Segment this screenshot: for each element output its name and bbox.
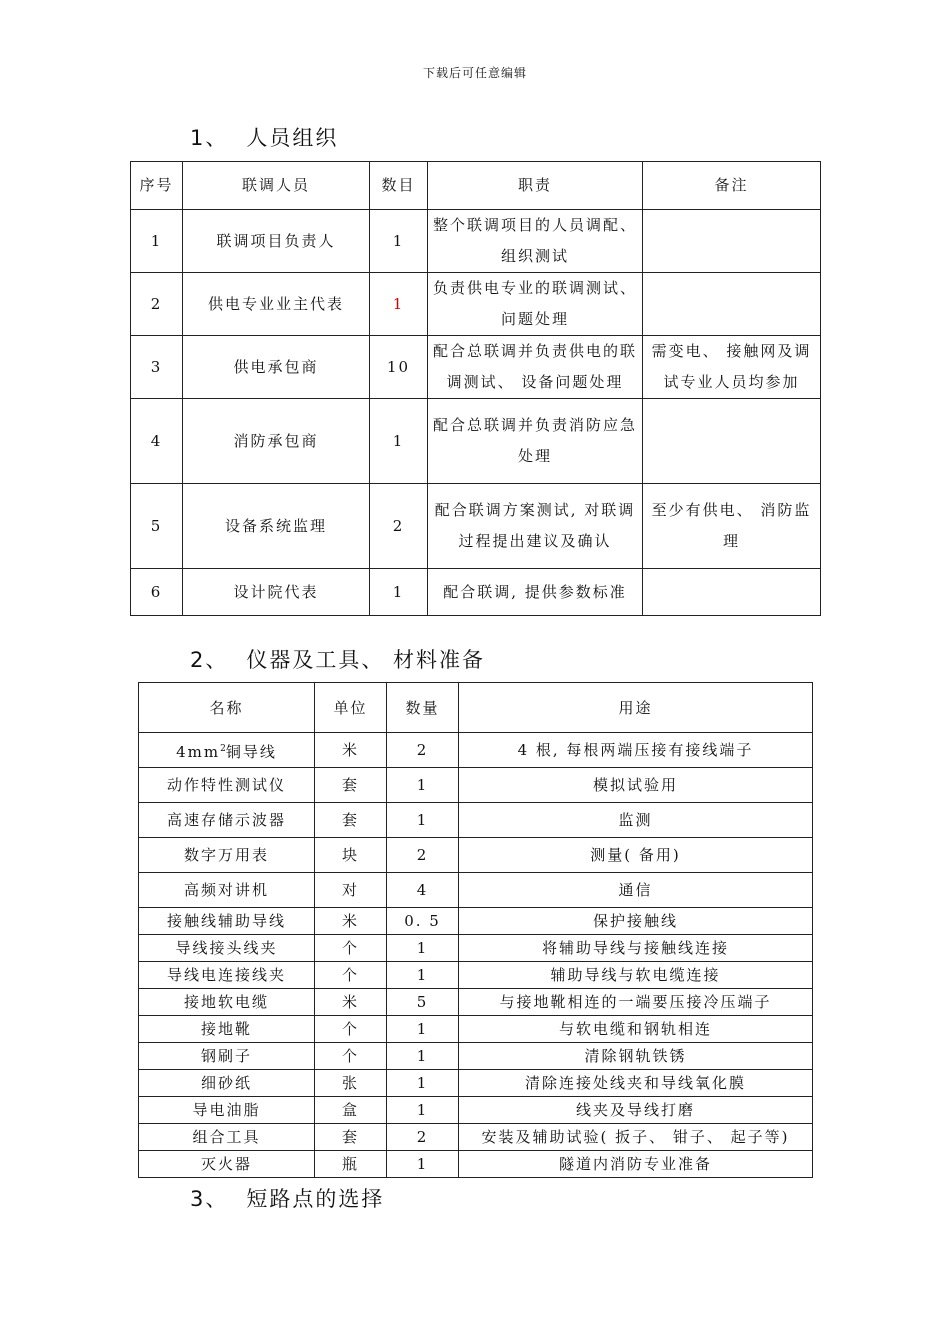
tools-row: [139, 1043, 813, 1070]
staff-duty: 整个联调项目的人员调配、 组织测试: [428, 210, 643, 273]
staff-note: [643, 210, 821, 273]
staff-header-row: [131, 162, 821, 210]
tools-qty: 1: [387, 962, 459, 989]
tools-unit: 个: [315, 1043, 387, 1070]
tools-name: 细砂纸: [139, 1070, 315, 1097]
tools-qty: 5: [387, 989, 459, 1016]
tools-name: 组合工具: [139, 1124, 315, 1151]
tools-use: 通信: [459, 873, 813, 908]
tools-unit: 米: [315, 989, 387, 1016]
tools-row: [139, 1070, 813, 1097]
staff-note: 需变电、 接触网及调试专业人员均参加: [643, 336, 821, 399]
tools-row: [139, 1124, 813, 1151]
tools-use: 辅助导线与软电缆连接: [459, 962, 813, 989]
tools-use: 4 根, 每根两端压接有接线端子: [459, 733, 813, 768]
staff-no: 2: [131, 273, 183, 336]
tools-name: 接地靴: [139, 1016, 315, 1043]
tools-header-row: [139, 683, 813, 733]
tools-qty: 2: [387, 733, 459, 768]
tools-header-use: 用途: [459, 683, 813, 733]
staff-person: 消防承包商: [183, 399, 370, 484]
tools-qty: 0. 5: [387, 908, 459, 935]
tools-qty: 1: [387, 1097, 459, 1124]
section-3-title: [190, 1183, 384, 1213]
tools-row: [139, 803, 813, 838]
tools-use: 清除钢轨铁锈: [459, 1043, 813, 1070]
tools-unit: 套: [315, 1124, 387, 1151]
staff-no: 5: [131, 484, 183, 569]
staff-row: [131, 210, 821, 273]
staff-no: 4: [131, 399, 183, 484]
tools-unit: 套: [315, 768, 387, 803]
staff-person: 供电承包商: [183, 336, 370, 399]
section-2-number: 2、: [190, 648, 229, 672]
tools-row: [139, 873, 813, 908]
tools-row: [139, 989, 813, 1016]
tools-header-unit: 单位: [315, 683, 387, 733]
staff-duty: 配合联调, 提供参数标准: [428, 569, 643, 616]
tools-name: 接触线辅助导线: [139, 908, 315, 935]
tools-unit: 张: [315, 1070, 387, 1097]
tools-unit: 瓶: [315, 1151, 387, 1178]
section-3-text: 短路点的选择: [246, 1187, 385, 1211]
tools-row: [139, 935, 813, 962]
tools-unit: 盒: [315, 1097, 387, 1124]
tools-qty: 1: [387, 1016, 459, 1043]
staff-count: 1: [370, 569, 428, 616]
staff-person: 联调项目负责人: [183, 210, 370, 273]
tools-unit: 米: [315, 908, 387, 935]
section-1-text: 人员组织: [246, 126, 339, 150]
section-1-number: 1、: [190, 126, 229, 150]
staff-no: 3: [131, 336, 183, 399]
tools-unit: 个: [315, 962, 387, 989]
staff-duty: 配合联调方案测试, 对联调过程提出建议及确认: [428, 484, 643, 569]
tools-use: 将辅助导线与接触线连接: [459, 935, 813, 962]
tools-use: 测量( 备用): [459, 838, 813, 873]
staff-count: 1: [370, 210, 428, 273]
staff-header-person: 联调人员: [183, 162, 370, 210]
staff-note: 至少有供电、 消防监理: [643, 484, 821, 569]
staff-duty: 配合总联调并负责供电的联调测试、 设备问题处理: [428, 336, 643, 399]
staff-note: [643, 273, 821, 336]
tools-use: 线夹及导线打磨: [459, 1097, 813, 1124]
tools-use: 监测: [459, 803, 813, 838]
tools-row: [139, 1097, 813, 1124]
tools-name: 导线电连接线夹: [139, 962, 315, 989]
staff-row: [131, 336, 821, 399]
tools-use: 隧道内消防专业准备: [459, 1151, 813, 1178]
staff-count: 10: [370, 336, 428, 399]
tools-qty: 4: [387, 873, 459, 908]
tools-name: 高频对讲机: [139, 873, 315, 908]
tools-name: 钢刷子: [139, 1043, 315, 1070]
staff-header-no: 序号: [131, 162, 183, 210]
header-note: 下载后可任意编辑: [422, 66, 527, 80]
staff-person: 供电专业业主代表: [183, 273, 370, 336]
staff-row: [131, 273, 821, 336]
section-3-number: 3、: [190, 1187, 229, 1211]
tools-name: 数字万用表: [139, 838, 315, 873]
staff-note: [643, 399, 821, 484]
staff-row: [131, 399, 821, 484]
tools-name: 高速存储示波器: [139, 803, 315, 838]
tools-name: 导电油脂: [139, 1097, 315, 1124]
tools-name-superscript: 2: [220, 743, 226, 754]
tools-row: [139, 838, 813, 873]
tools-row: [139, 962, 813, 989]
tools-header-qty: 数量: [387, 683, 459, 733]
tools-unit: 块: [315, 838, 387, 873]
tools-name-suffix: 铜导线: [225, 742, 277, 761]
tools-header-name: 名称: [139, 683, 315, 733]
tools-qty: 1: [387, 1151, 459, 1178]
tools-table: [138, 682, 813, 1178]
tools-qty: 1: [387, 1070, 459, 1097]
tools-row: [139, 768, 813, 803]
tools-name: 接地软电缆: [139, 989, 315, 1016]
tools-qty: 1: [387, 935, 459, 962]
tools-row: [139, 908, 813, 935]
staff-duty: 配合总联调并负责消防应急处理: [428, 399, 643, 484]
staff-header-duty: 职责: [428, 162, 643, 210]
tools-name: 动作特性测试仪: [139, 768, 315, 803]
staff-person: 设计院代表: [183, 569, 370, 616]
staff-no: 6: [131, 569, 183, 616]
tools-name: 灭火器: [139, 1151, 315, 1178]
tools-name: [139, 733, 315, 768]
staff-row: [131, 484, 821, 569]
staff-count: 1: [370, 399, 428, 484]
tools-qty: 2: [387, 1124, 459, 1151]
tools-row: [139, 1016, 813, 1043]
tools-use: 模拟试验用: [459, 768, 813, 803]
staff-no: 1: [131, 210, 183, 273]
tools-qty: 1: [387, 768, 459, 803]
staff-count: 2: [370, 484, 428, 569]
tools-qty: 2: [387, 838, 459, 873]
tools-qty: 1: [387, 803, 459, 838]
staff-person: 设备系统监理: [183, 484, 370, 569]
staff-header-note: 备注: [643, 162, 821, 210]
tools-use: 与软电缆和钢轨相连: [459, 1016, 813, 1043]
tools-use: 与接地靴相连的一端要压接冷压端子: [459, 989, 813, 1016]
tools-use: 清除连接处线夹和导线氧化膜: [459, 1070, 813, 1097]
tools-unit: 米: [315, 733, 387, 768]
tools-name-prefix: 4mm: [176, 742, 221, 761]
tools-use: 安装及辅助试验( 扳子、 钳子、 起子等): [459, 1124, 813, 1151]
tools-unit: 对: [315, 873, 387, 908]
staff-duty: 负责供电专业的联调测试、 问题处理: [428, 273, 643, 336]
tools-unit: 个: [315, 1016, 387, 1043]
tools-name: 导线接头线夹: [139, 935, 315, 962]
section-1-title: [190, 122, 338, 152]
tools-qty: 1: [387, 1043, 459, 1070]
tools-row: [139, 1151, 813, 1178]
tools-unit: 个: [315, 935, 387, 962]
tools-use: 保护接触线: [459, 908, 813, 935]
section-2-text: 仪器及工具、 材料准备: [246, 648, 486, 672]
tools-row: [139, 733, 813, 768]
tools-unit: 套: [315, 803, 387, 838]
staff-header-count: 数目: [370, 162, 428, 210]
staff-row: [131, 569, 821, 616]
staff-count: 1: [370, 273, 428, 336]
staff-table: [130, 161, 821, 616]
section-2-title: [190, 644, 485, 674]
staff-note: [643, 569, 821, 616]
